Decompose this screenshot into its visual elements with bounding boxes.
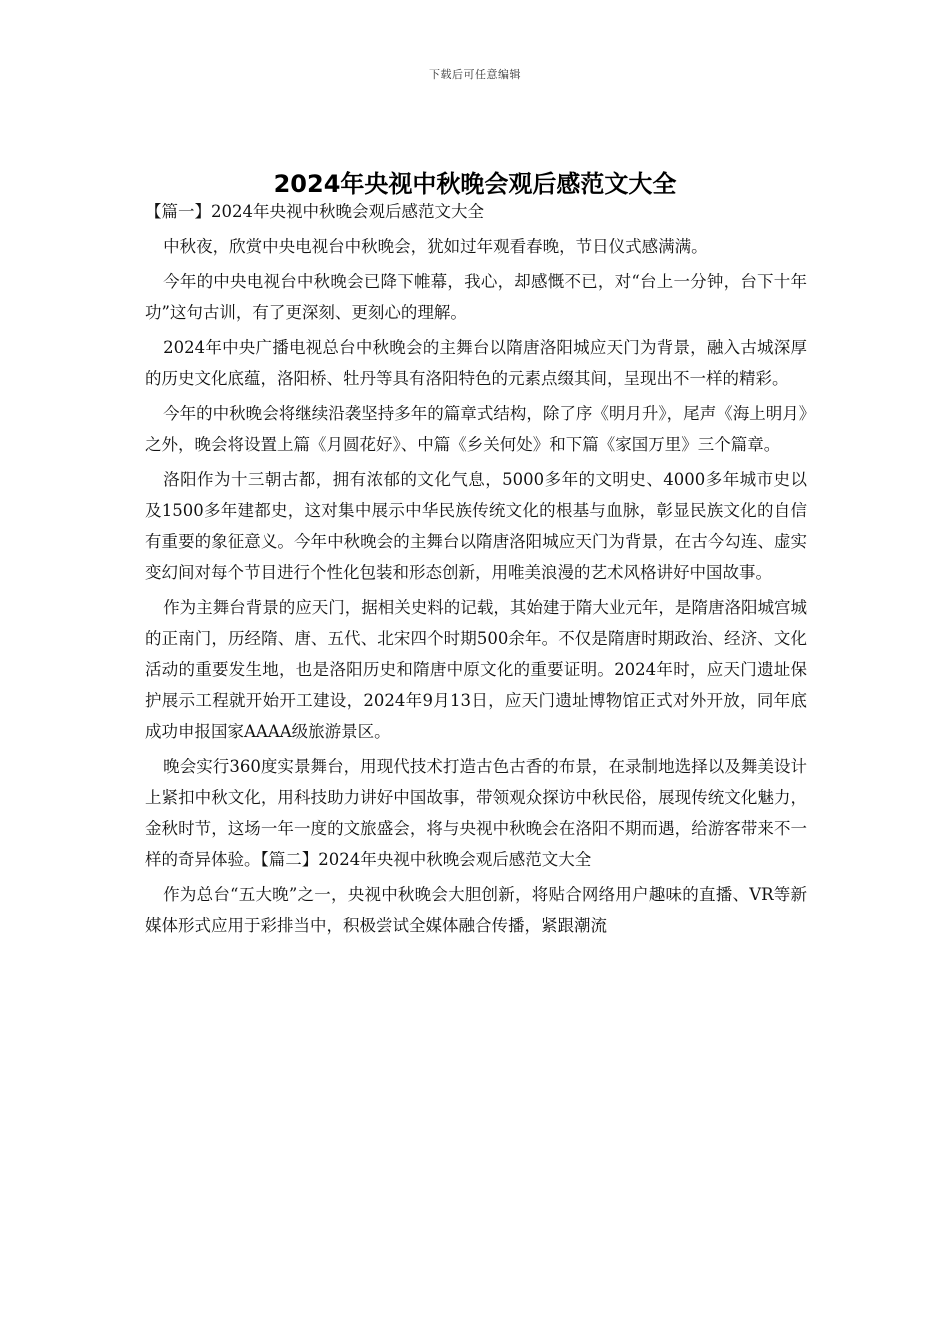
paragraph-4: 今年的中秋晚会将继续沿袭坚持多年的篇章式结构，除了序《明月升》，尾声《海上明月》之外，晚会将设置上篇《月圆花好》、中篇《乡关何处》和下篇《家国万里》三个篇章。: [145, 404, 807, 454]
document-body: [145, 196, 807, 945]
page-header-note: 下载后可任意编辑: [429, 68, 521, 81]
paragraph-1: 中秋夜，欣赏中央电视台中秋晚会，犹如过年观看春晚，节日仪式感满满。: [163, 237, 708, 256]
paragraph-3: 2024年中央广播电视总台中秋晚会的主舞台以隋唐洛阳城应天门为背景，融入古城深厚的历史文化底蕴，洛阳桥、牡丹等具有洛阳特色的元素点缀其间，呈现出不一样的精彩。: [145, 338, 807, 388]
document-title: 2024年央视中秋晚会观后感范文大全: [273, 170, 677, 199]
paragraph-2: 今年的中央电视台中秋晚会已降下帷幕，我心，却感慨不已，对“台上一分钟，台下十年功”这句古训，有了更深刻、更刻心的理解。: [145, 272, 807, 322]
paragraph-6: 作为主舞台背景的应天门，据相关史料的记载，其始建于隋大业元年，是隋唐洛阳城宫城的正南门，历经隋、唐、五代、北宋四个时期500余年。不仅是隋唐时期政治、经济、文化活动的重要发生地，也是洛阳历史和隋唐中原文化的重要证明。2024年时，应天门遗址保护展示工程就开始开工建设，2024年9月13日，应天门遗址博物馆正式对外开放，同年底成功申报国家AAAA级旅游景区。: [145, 598, 807, 741]
paragraph-5: 洛阳作为十三朝古都，拥有浓郁的文化气息，5000多年的文明史、4000多年城市史以及1500多年建都史，这对集中展示中华民族传统文化的根基与血脉，彰显民族文化的自信有重要的象征意义。今年中秋晚会的主舞台以隋唐洛阳城应天门为背景，在古今勾连、虚实变幻间对每个节目进行个性化包装和形态创新，用唯美浪漫的艺术风格讲好中国故事。: [145, 470, 807, 582]
section-heading-one: 【篇一】2024年央视中秋晚会观后感范文大全: [145, 202, 484, 221]
paragraph-8: 作为总台“五大晚”之一，央视中秋晚会大胆创新，将贴合网络用户趣味的直播、VR等新媒体形式应用于彩排当中，积极尝试全媒体融合传播，紧跟潮流: [145, 885, 807, 935]
paragraph-7: 晚会实行360度实景舞台，用现代技术打造古色古香的布景，在录制地选择以及舞美设计上紧扣中秋文化，用科技助力讲好中国故事，带领观众探访中秋民俗，展现传统文化魅力，金秋时节，这场一年一度的文旅盛会，将与央视中秋晚会在洛阳不期而遇，给游客带来不一样的奇异体验。【篇二】2024年央视中秋晚会观后感范文大全: [145, 757, 807, 869]
